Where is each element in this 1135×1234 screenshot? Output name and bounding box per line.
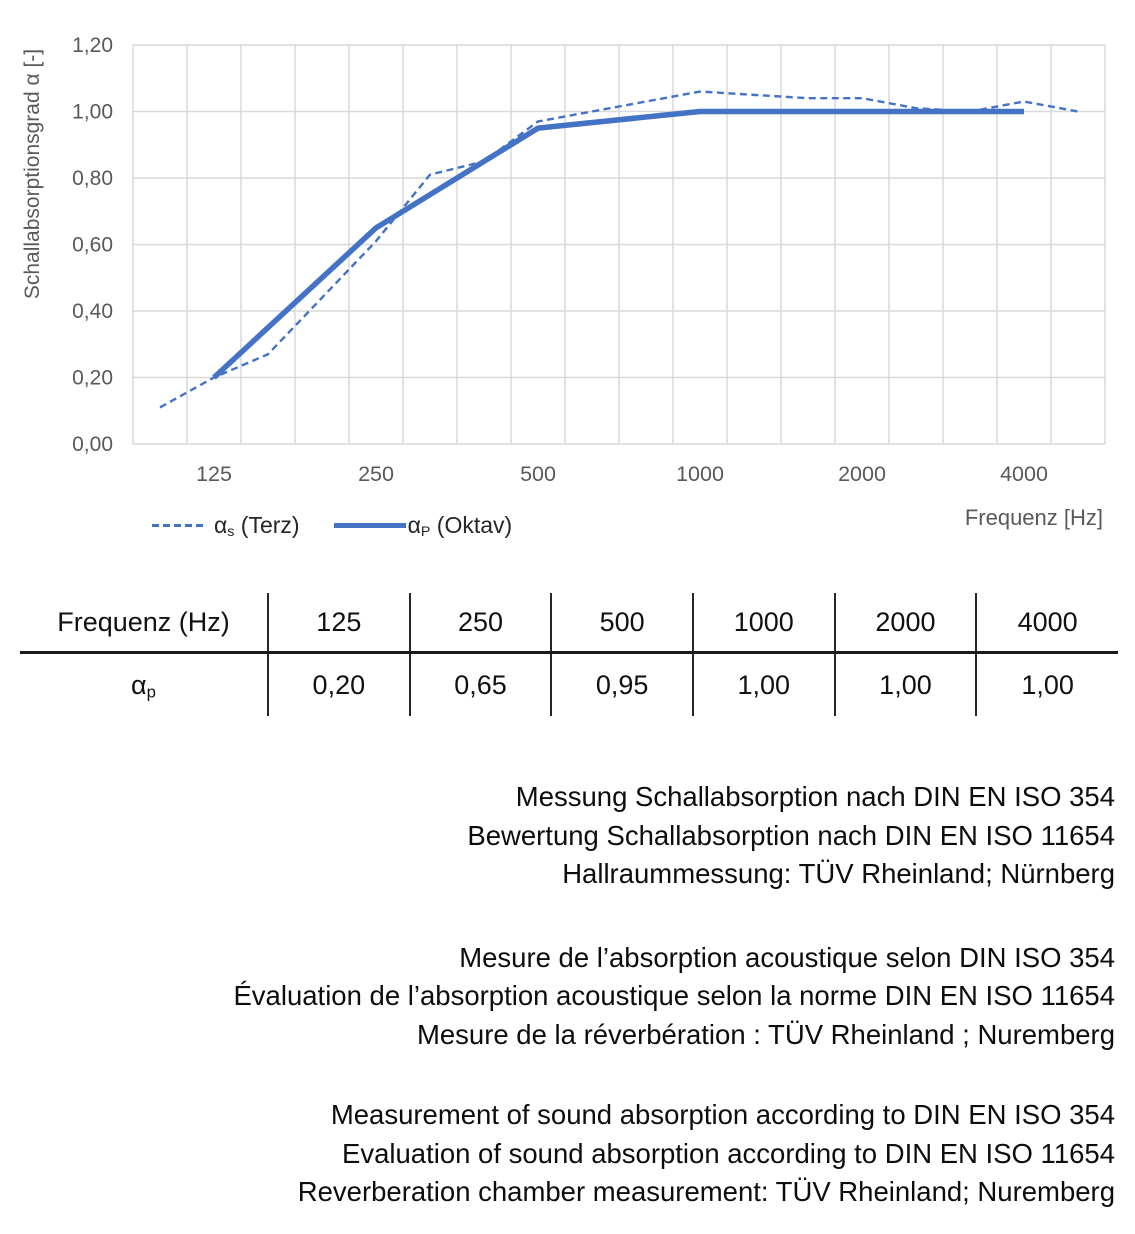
- note-line: Évaluation de l’absorption acoustique selon la norme DIN EN ISO 11654: [233, 980, 1115, 1011]
- table-value-2000: 1,00: [835, 653, 977, 717]
- table-header-125: 125: [268, 593, 410, 653]
- table-value-250: 0,65: [410, 653, 552, 717]
- table-header-500: 500: [551, 593, 693, 653]
- table-header-4000: 4000: [976, 593, 1118, 653]
- y-tick-label: 1,00: [72, 100, 113, 124]
- x-tick-label: 500: [520, 462, 556, 486]
- table-header-row: [20, 593, 1118, 653]
- table-value-4000: 1,00: [976, 653, 1118, 717]
- notes-french: [0, 939, 1135, 1055]
- legend-label-alpha-p: $\alpha_P$ (Oktav): [407, 512, 513, 541]
- y-tick-label: 0,60: [72, 233, 113, 257]
- notes-english: [0, 1096, 1135, 1212]
- y-tick-label: 0,00: [72, 433, 113, 456]
- note-line: Evaluation of sound absorption according to DIN EN ISO 11654: [341, 1137, 1115, 1169]
- y-tick-label: 0,80: [72, 167, 113, 190]
- table-header-frequency: Frequenz (Hz): [20, 593, 268, 653]
- note-line: Bewertung Schallabsorption nach DIN EN ISO 11654: [467, 819, 1115, 851]
- x-tick-label: 250: [358, 462, 394, 486]
- note-line: Measurement of sound absorption according to DIN EN ISO 354: [330, 1099, 1115, 1130]
- y-tick-label: 1,20: [72, 34, 113, 57]
- table-value-1000: 1,00: [693, 653, 835, 717]
- x-tick-label: 1000: [676, 462, 724, 486]
- table-header-250: 250: [410, 593, 552, 653]
- solid-line-sample: [334, 523, 406, 528]
- note-line: Reverberation chamber measurement: TÜV Rheinland; Nuremberg: [297, 1176, 1115, 1207]
- chart-legend: [152, 512, 512, 539]
- legend-label-alpha-s: $\alpha_s$ (Terz): [214, 512, 300, 541]
- table-header-2000: 2000: [835, 593, 977, 653]
- alpha-p-table: [20, 593, 1118, 716]
- x-tick-label: 125: [196, 462, 232, 486]
- table-value-125: 0,20: [268, 653, 410, 717]
- note-line: Mesure de la réverbération : TÜV Rheinland ; Nuremberg: [416, 1018, 1115, 1050]
- x-tick-label: 4000: [1000, 462, 1048, 486]
- table-row-label-alpha-p: $\alpha_p$: [131, 669, 156, 702]
- x-tick-label: 2000: [838, 462, 886, 486]
- table-header-1000: 1000: [693, 593, 835, 653]
- notes-german: [0, 778, 1135, 894]
- y-tick-label: 0,20: [72, 366, 113, 390]
- legend-item-alpha-s: [152, 512, 300, 539]
- table-values-row: [20, 653, 1118, 717]
- note-line: Mesure de l’absorption acoustique selon DIN ISO 354: [459, 941, 1115, 973]
- legend-item-alpha-p: [300, 512, 513, 539]
- absorption-chart-svg: [0, 0, 1135, 585]
- table-value-500: 0,95: [551, 653, 693, 717]
- dashed-line-sample: [152, 524, 206, 527]
- gridlines: [133, 45, 1105, 444]
- x-axis-title: Frequenz [Hz]: [964, 505, 1103, 530]
- y-tick-label: 0,40: [72, 300, 113, 323]
- note-line: Messung Schallabsorption nach DIN EN ISO 354: [515, 781, 1115, 812]
- y-axis-title: Schallabsorptionsgrad α [-]: [21, 48, 44, 300]
- absorption-chart: [0, 0, 1135, 585]
- note-line: Hallraummessung: TÜV Rheinland; Nürnberg: [562, 858, 1115, 889]
